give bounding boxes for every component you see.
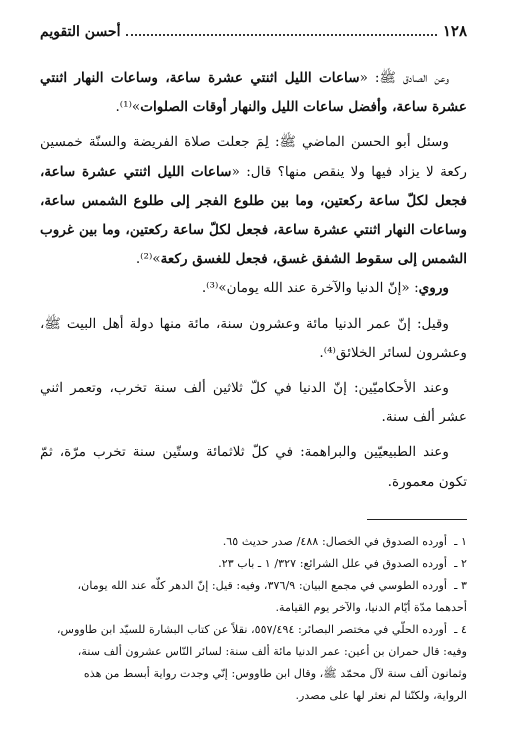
paragraph-tail: : «إنّ الدنيا والآخرة عند الله يومان»⁽³⁾. [201,280,419,297]
footnote [40,575,467,597]
footnote-number: ٢ ـ [454,557,467,570]
paragraph [40,128,467,274]
footnote-continuation: الرواية، ولكنّنا لم نعثر لها على مصدر. [295,689,467,702]
quoted-hadith: ساعات الليل اثنتي عشرة ساعة، فجعل لكلّ ساعة ركعتين، وما بين طلوع الفجر إلى طلوع الشمس ساعة، وساعات النهار اثنتي عشرة ساعة، فجعل لكلّ ساعة ركعتين، وما بين غروب الشمس إلى سقوط الشفق غسق، فجعل للغسق ركعة [40,163,467,268]
paragraph [40,64,467,122]
footnote-text: أورده الحلّي في مختصر البصائر: ٥٥٧/٤٩٤، نقلاً عن كتاب البشارة للسيّد ابن طاووس، [56,623,447,636]
footnote-continuation: وفيه: قال حمران بن أعين: عمر الدنيا مائة ألف سنة: لسائر النّاس عشرون ألف سنة، [77,645,467,658]
paragraph [40,274,467,303]
footnote [40,553,467,575]
footnote [40,619,467,641]
paragraph-text: وقيل: إنّ عمر الدنيا مائة وعشرون سنة، مائة منها دولة أهل البيت ﷺ، وعشرون لسائر الخلائق⁽⁴⁾. [40,315,467,361]
narration-label: وروي [418,280,449,297]
paragraph-text: وعند الأحكاميّين: إنّ الدنيا في كلّ ثلاثين ألف سنة تخرب، وتعمر اثني عشر ألف سنة. [40,380,467,426]
footnote-text: أورده الطوسي في مجمع البيان: ٣٧٦/٩، وفيه: قيل: إنّ الدهر كلّه عند الله يومان، [77,579,447,592]
header-leader-dots [126,34,436,36]
footnote-number: ١ ـ [454,535,467,548]
paragraph-tail: »⁽¹⁾. [115,99,141,116]
footnote [40,531,467,553]
footnotes [40,531,467,707]
footnote-number: ٤ ـ [454,623,467,636]
footnote-separator [367,519,467,520]
paragraph-intro: وسئل أبو الحسن الماضي ﷺ: لِمَ جعلت صلاة الفريضة والسنّة خمسين ركعة لا يزاد فيها ولا ينقص منها؟ قال: « [40,134,467,180]
paragraph [40,438,467,496]
paragraph-tail: »⁽²⁾. [135,251,161,268]
footnote-continuation: أحدهما مدّة أيّام الدنيا، والآخر يوم القيامة. [275,601,467,614]
main-text [40,64,467,497]
paragraph-intro: وعن الصادق ﷺ: « [359,70,449,86]
quoted-hadith: ساعات الليل اثنتي عشرة ساعة، وساعات النهار اثنتي عشرة ساعة، وأفضل ساعات الليل والنهار أوقات الصلوات [40,70,467,116]
footnote-continuation: وثمانون ألف سنة لآل محمّد ﷺ، وقال ابن طاووس: إنّي وجدت رواية أبسط من هذه [83,667,467,680]
paragraph [40,310,467,368]
page-number: ١٢٨ [442,22,467,40]
running-title: أحسن التقويم [40,24,121,40]
paragraph-text: وعند الطبيعيّين والبراهمة: في كلّ ثلاثمائة وستّين سنة تخرب مرّة، ثمّ تكون معمورة. [40,444,467,490]
paragraph [40,374,467,432]
footnote-text: أورده الصدوق في علل الشرائع: ٣٢٧/ ١ ـ باب ٢٣. [218,557,447,570]
footnote-text: أورده الصدوق في الخصال: ٤٨٨/ صدر حديث ٦٥. [222,535,447,548]
footnote-number: ٣ ـ [454,579,467,592]
page-header [40,22,467,40]
